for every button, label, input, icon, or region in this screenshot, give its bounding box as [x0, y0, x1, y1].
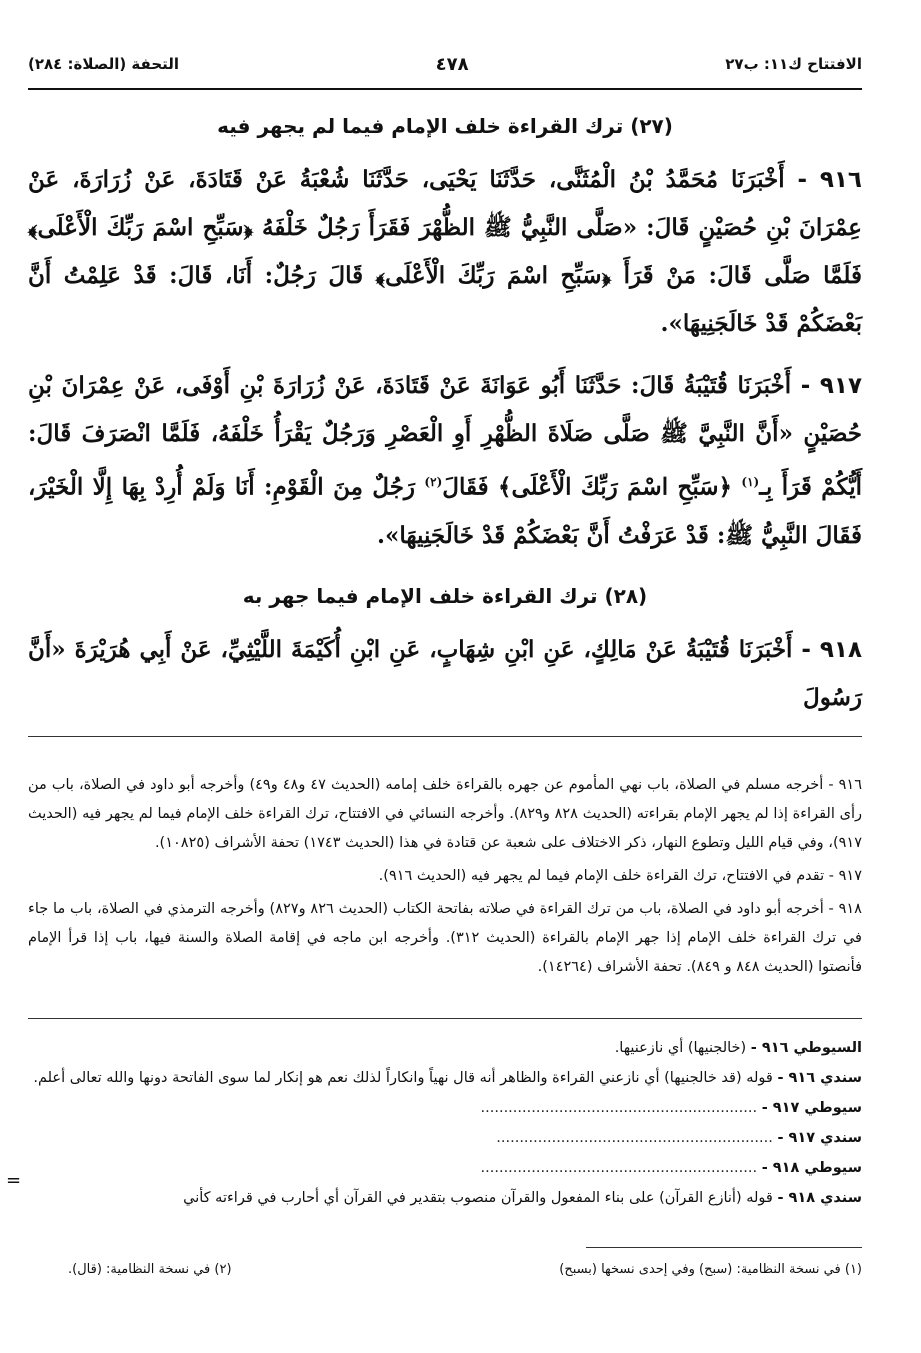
page-number: ٤٧٨: [435, 53, 469, 75]
hadith-text: أَخْبَرَنَا مُحَمَّدُ بْنُ الْمُثَنَّى، حَدَّثَنَا يَحْيَى، حَدَّثَنَا شُعْبَةُ عَنْ قَتَادَةَ، عَنْ زُرَارَةَ، عَنْ عِمْرَانَ بْنِ حُصَيْنٍ قَالَ: «صَلَّى النَّبِيُّ ﷺ الظُّهْرَ فَقَرَأَ رَجُلٌ خَلْفَهُ ﴿سَبِّحِ اسْمَ رَبِّكَ الْأَعْلَى﴾ فَلَمَّا صَلَّى قَالَ: مَنْ قَرَأَ ﴿سَبِّحِ اسْمَ رَبِّكَ الْأَعْلَى﴾ قَالَ رَجُلٌ: أَنَا، قَالَ: قَدْ عَلِمْتُ أَنَّ بَعْضَكُمْ قَدْ خَالَجَنِيهَا».: [28, 166, 862, 337]
hadith-917: [28, 362, 862, 560]
book-page: [28, 40, 862, 1330]
takhrij-section: [28, 759, 862, 982]
note-text: قوله (قد خالجنيها) أي نازعني القراءة والظاهر أنه قال نهياً وانكاراً لذلك نعم هو إنكار لما سوى الفاتحة دونها والله تعالى أعلم.: [33, 1069, 773, 1086]
note-suyuti-917: [28, 1093, 862, 1123]
header-chapter-ref: الافتتاح ك١١: ب٢٧: [725, 55, 862, 73]
note-sindi-917: [28, 1123, 862, 1153]
hadith-text: رَجُلٌ مِنَ الْقَوْمِ: أَنَا وَلَمْ أُرِدْ بِهَا إِلَّا الْخَيْرَ، فَقَالَ النَّبِيُّ ﷺ: قَدْ عَرَفْتُ أَنَّ بَعْضَكُمْ قَدْ خَالَجَنِيهَا».: [28, 473, 862, 549]
header-rule: [28, 88, 862, 90]
hadith-916: [28, 156, 862, 348]
chapter-title-27: (٢٧) ترك القراءة خلف الإمام فيما لم يجهر فيه: [217, 114, 673, 138]
note-text: (خالجنيها) أي نازعنيها.: [614, 1039, 747, 1056]
chapter-title-28: (٢٨) ترك القراءة خلف الإمام فيما جهر به: [242, 583, 648, 608]
note-text: ............................................................: [480, 1159, 758, 1176]
footnote-2: (٢) في نسخة النظامية: (قال).: [68, 1261, 232, 1277]
page-header: [28, 40, 862, 88]
margin-equals-mark: =: [6, 1170, 22, 1191]
footnotes: [28, 1262, 862, 1277]
hadith-text: أَخْبَرَنَا قُتَيْبَةُ قَالَ: حَدَّثَنَا أَبُو عَوَانَةَ عَنْ قَتَادَةَ، عَنْ زُرَارَةَ بْنِ أَوْفَى، عَنْ عِمْرَانَ بْنِ حُصَيْنٍ «أَنَّ النَّبِيَّ ﷺ صَلَّى صَلَاةَ الظُّهْرِ أَوِ الْعَصْرِ وَرَجُلٌ يَقْرَأُ خَلْفَهُ، فَلَمَّا انْصَرَفَ قَالَ: أَيُّكُمْ قَرَأَ بِـ: [28, 372, 863, 501]
note-label: سيوطي ٩١٨ -: [761, 1159, 862, 1176]
note-label: سيوطي ٩١٧ -: [761, 1099, 862, 1116]
takhrij-918: ٩١٨ - أخرجه أبو داود في الصلاة، باب من ترك القراءة في صلاته بفاتحة الكتاب (الحديث ٨٢٦ و٨٢٧) وأخرجه الترمذي في الصلاة، باب ما جاء في ترك القراءة خلف الإمام إذا جهر الإمام بالقراءة (الحديث ٣١٢). وأخرجه ابن ماجه في إقامة الصلاة والسنة فيها، باب إذا قرأ الإمام فأنصتوا (الحديث ٨٤٨ و ٨٤٩). تحفة الأشراف (١٤٢٦٤).: [28, 900, 862, 975]
note-label: سندي ٩١٧ -: [777, 1129, 862, 1146]
header-tuhfa-ref: التحفة (الصلاة: ٢٨٤): [28, 55, 180, 73]
note-text: قوله (أنازع القرآن) على بناء المفعول والقرآن منصوب بتقدير في القرآن أي أحارب في قراءته كأني: [183, 1189, 773, 1206]
note-sindi-916: [28, 1063, 862, 1093]
hadith-text: ﴿سَبِّحِ اسْمَ رَبِّكَ الْأَعْلَى﴾ فَقَالَ: [442, 473, 733, 501]
note-text: ............................................................: [480, 1099, 758, 1116]
note-label: السيوطي ٩١٦ -: [750, 1039, 862, 1056]
takhrij-917: ٩١٧ - تقدم في الافتتاح، ترك القراءة خلف الإمام فيما لم يجهر فيه (الحديث ٩١٦).: [378, 867, 862, 884]
takhrij-916: ٩١٦ - أخرجه مسلم في الصلاة، باب نهي المأموم عن جهره بالقراءة خلف إمامه (الحديث ٤٧ و٤٨ و٤٩) وأخرجه أبو داود في الصلاة، باب من رأى القراءة إذا لم يجهر الإمام بقراءته (الحديث ٨٢٨ و٨٢٩). وأخرجه النسائي في الافتتاح، ترك القراءة خلف الإمام فيما لم يجهر فيه (الحديث ٩١٧)، وفي قيام الليل وتطوع النهار، ذكر الاختلاف على شعبة عن قتادة في هذا (الحديث ١٧٤٣) تحفة الأشراف (١٠٨٢٥).: [28, 776, 862, 851]
takhrij-rule: [28, 736, 862, 737]
note-label: سندي ٩١٦ -: [777, 1069, 862, 1086]
note-label: سندي ٩١٨ -: [777, 1189, 862, 1206]
commentary-section: [28, 1002, 862, 1213]
note-suyuti-918: [28, 1153, 862, 1183]
footnote-rule: [586, 1247, 862, 1248]
footnote-ref-2[interactable]: (٢): [424, 475, 443, 489]
hadith-text: أَخْبَرَنَا قُتَيْبَةُ عَنْ مَالِكٍ، عَنِ ابْنِ شِهَابٍ، عَنِ ابْنِ أُكَيْمَةَ اللَّيْثِيِّ، عَنْ أَبِي هُرَيْرَةَ «أَنَّ رَسُولَ: [28, 635, 862, 711]
hadith-918: [28, 626, 862, 722]
note-suyuti-916: [28, 1033, 862, 1063]
note-sindi-918: [28, 1183, 862, 1213]
note-text: ............................................................: [496, 1129, 773, 1146]
hadith-number: ٩١٨ -: [801, 636, 862, 663]
hadith-number: ٩١٦ -: [797, 167, 862, 193]
hadith-number: ٩١٧ -: [800, 373, 862, 399]
footnote-1: (١) في نسخة النظامية: (سبح) وفي إحدى نسخها (بسبح): [559, 1261, 862, 1277]
footnote-ref-1[interactable]: (١): [741, 475, 760, 489]
commentary-rule: [28, 1018, 862, 1019]
